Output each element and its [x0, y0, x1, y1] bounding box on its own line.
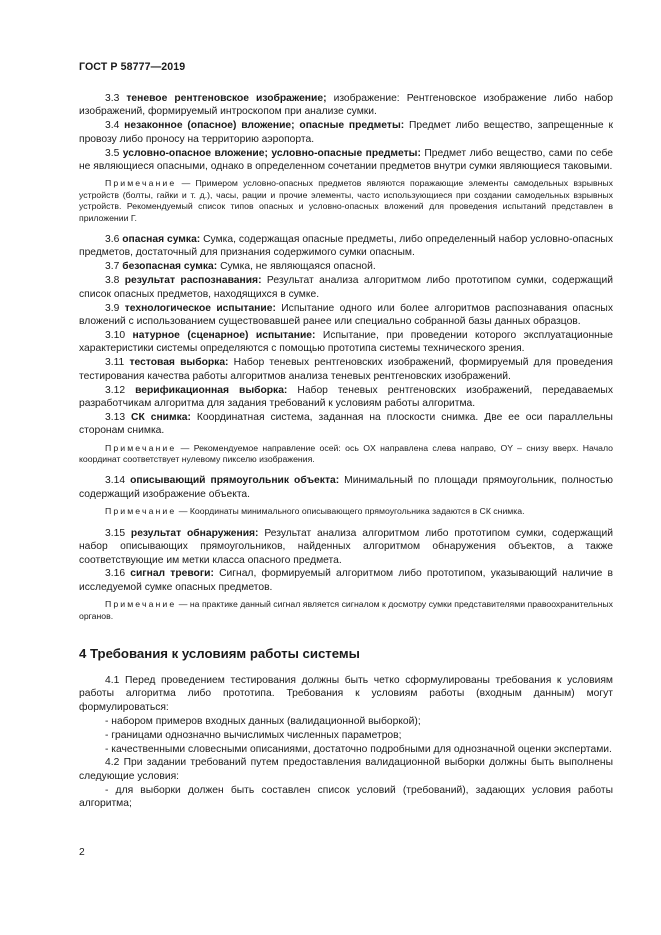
- definition-3-7: 3.7 безопасная сумка: Сумка, не являющаяся опасной.: [105, 261, 376, 273]
- section-4-heading: 4 Требования к условиям работы системы: [79, 646, 360, 662]
- paragraph-4-1: 4.1 Перед проведением тестирования должны быть четко сформулированы требования к условиям работы алгоритма либо прототипа. Требования к условиям работы (входным данным) могут формулироваться:: [79, 675, 613, 713]
- definition-3-11: 3.11 тестовая выборка: Набор теневых рентгеновских изображений, формируемый для проведения тестирования качества работы алгоритмов анализа теневых рентгеновских изображений.: [79, 357, 613, 382]
- definition-3-16: 3.16 сигнал тревоги: Сигнал, формируемый алгоритмом либо прототипом, указывающий наличие в исследуемой сумке опасных предметов.: [79, 568, 613, 593]
- list-item: - набором примеров входных данных (валидационной выборкой);: [105, 715, 421, 727]
- list-item: - для выборки должен быть составлен список условий (требований), задающих условия работы алгоритма;: [79, 784, 613, 810]
- note-1: Примечание — Примером условно-опасных предметов являются поражающие элементы самодельных взрывных устройств (болты, гайки и т. д.), часы, рации и прочие элементы, часто использующиеся при создании самодельных взрывных устройств. Рекомендуемый список типов опасных и условно-опасных вложений для проведения испытаний представлен в приложении Г.: [79, 178, 613, 223]
- definition-3-10: 3.10 натурное (сценарное) испытание: Испытание, при проведении которого эксплуатационные характеристики системы определяются с помощью прототипа системы технического зрения.: [79, 329, 613, 355]
- note-4: Примечание — на практике данный сигнал является сигналом к досмотру сумки представителями правоохранительных органов.: [79, 599, 613, 621]
- definition-3-13: 3.13 СК снимка: Координатная система, заданная на плоскости снимка. Две ее оси параллельны сторонам снимка.: [79, 411, 613, 437]
- definition-3-15: 3.15 результат обнаружения: Результат анализа алгоритмом либо прототипом сумки, содержащий набор описывающих прямоугольников, найденных алгоритмом обнаружения объектов, а также соответствующие им метки класса опасного предмета.: [79, 527, 613, 566]
- definition-3-3: 3.3 теневое рентгеновское изображение; изображение: Рентгеновское изображение либо набор изображений, формируемый интроскопом при анализе сумки.: [79, 93, 613, 118]
- page-number: 2: [79, 847, 85, 858]
- definition-3-5: 3.5 условно-опасное вложение; условно-опасные предметы: Предмет либо вещество, сами по себе не являющиеся опасными, однако в определенном сочетании предметов внутри сумки являющиеся таковыми.: [79, 147, 613, 173]
- definition-3-6: 3.6 опасная сумка: Сумка, содержащая опасные предметы, либо определенный набор условно-опасных предметов, достаточный для признания содержимого сумки опасным.: [79, 234, 613, 259]
- note-3: Примечание — Координаты минимального описывающего прямоугольника задаются в СК снимка.: [105, 506, 525, 517]
- note-2: Примечание — Рекомендуемое направление осей: ось OX направлена слева направо, OY – снизу вверх. Начало координат соответствует нулевому пикселю изображения.: [79, 442, 614, 465]
- definition-3-9: 3.9 технологическое испытание: Испытание одного или более алгоритмов распознавания опасных вложений с использованием существовавшей ранее или специально собранной базы данных образцов.: [79, 302, 613, 327]
- definition-3-12: 3.12 верификационная выборка: Набор теневых рентгеновских изображений, передаваемых разработчикам алгоритма для задания требований к условиям работы алгоритма.: [79, 384, 613, 409]
- definition-3-14: 3.14 описывающий прямоугольник объекта: Минимальный по площади прямоугольник, полностью содержащий изображение объекта.: [79, 475, 613, 500]
- list-item: - границами однозначно вычислимых численных параметров;: [105, 729, 402, 741]
- definition-3-8: 3.8 результат распознавания: Результат анализа алгоритмом либо прототипом сумки, содержащий список опасных предметов, находящихся в сумке.: [79, 275, 613, 300]
- list-item: - качественными словесными описаниями, достаточно подробными для однозначной оценки экспертами.: [105, 743, 612, 755]
- document-body: [79, 92, 613, 811]
- definition-3-4: 3.4 незаконное (опасное) вложение; опасные предметы: Предмет либо вещество, запрещенные к провозу либо проносу на территорию аэропорта.: [79, 120, 613, 145]
- paragraph-4-2: 4.2 При задании требований путем предоставления валидационной выборки должны быть выполнены следующие условия:: [79, 757, 613, 782]
- document-header: ГОСТ Р 58777—2019: [79, 61, 186, 73]
